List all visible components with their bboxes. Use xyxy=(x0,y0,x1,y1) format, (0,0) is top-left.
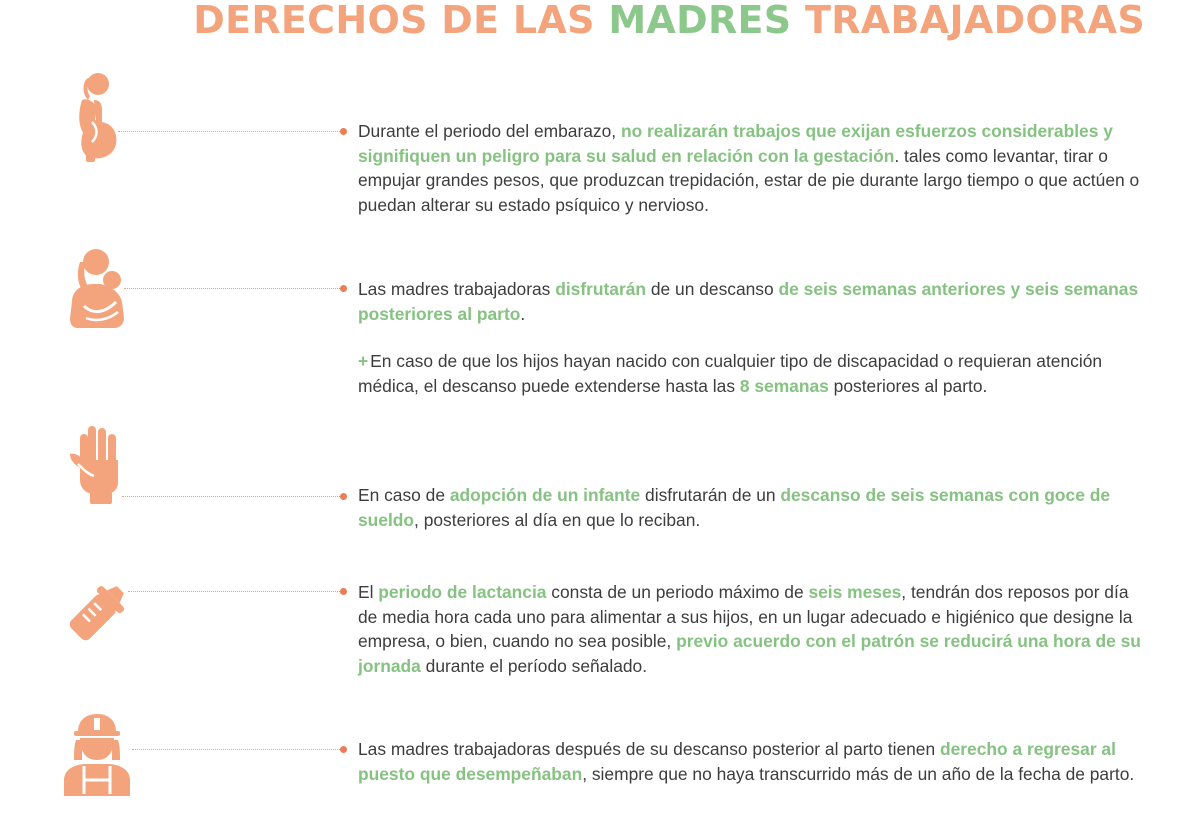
highlight-text: adopción de un infante xyxy=(449,485,641,505)
leader-line xyxy=(124,288,340,289)
baby-bottle-icon xyxy=(62,578,132,648)
plus-marker: + xyxy=(358,351,369,371)
text-segment: Las madres trabajadoras xyxy=(358,279,556,299)
highlight-text: no realizarán trabajos que exijan esfuerzos considerables y signifiquen un peligro para su salud en relación con la gestación xyxy=(358,121,1113,166)
item-text xyxy=(358,737,1148,786)
highlight-text: periodo de lactancia xyxy=(378,582,547,602)
text-segment: . xyxy=(520,303,526,324)
pregnant-woman-icon xyxy=(68,70,124,162)
item-paragraph xyxy=(358,277,1148,326)
highlight-text: derecho a regresar al puesto que desempeñaban xyxy=(358,739,1116,784)
leader-line xyxy=(132,749,340,750)
leader-line xyxy=(118,131,340,132)
text-segment: disfrutarán de un xyxy=(640,485,781,505)
bullet-dot xyxy=(340,588,347,595)
item-text xyxy=(358,580,1148,678)
worker-woman-hardhat-icon xyxy=(62,714,132,796)
text-segment: consta de un periodo máximo de xyxy=(546,582,809,602)
bullet-dot xyxy=(340,285,347,292)
highlight-text: disfrutarán xyxy=(555,279,647,299)
text-segment: En caso de que los hijos hayan nacido con cualquier tipo de discapacidad o requieran atención médica, el descanso puede extenderse hasta las xyxy=(358,351,1103,396)
highlight-text: seis meses xyxy=(808,582,902,602)
text-segment: El xyxy=(358,582,379,602)
highlight-text: de seis semanas anteriores y seis semanas posteriores al parto xyxy=(358,279,1139,324)
bullet-dot xyxy=(340,493,347,500)
item-text xyxy=(358,277,1148,398)
text-segment: posteriores al parto. xyxy=(828,375,988,396)
text-segment: durante el período señalado. xyxy=(420,655,648,676)
title-part-2: MADRES xyxy=(608,0,792,42)
text-segment: Durante el periodo del embarazo, xyxy=(358,121,621,141)
item-text xyxy=(358,483,1148,532)
hand-holding-hand-icon xyxy=(70,424,124,504)
item-paragraph xyxy=(358,483,1148,532)
leader-line xyxy=(128,591,340,592)
item-paragraph xyxy=(358,737,1148,786)
item-text xyxy=(358,119,1148,217)
item-note xyxy=(358,349,1148,398)
text-segment: En caso de xyxy=(358,485,450,505)
item-paragraph xyxy=(358,119,1148,217)
item-paragraph xyxy=(358,580,1148,678)
leader-line xyxy=(122,496,340,497)
text-segment: , posteriores al día en que lo reciban. xyxy=(414,509,701,530)
page-title xyxy=(193,0,1145,40)
text-segment: . tales como levantar, tirar o empujar grandes pesos, que produzcan trepidación, estar de pie durante largo tiempo o que actúen o puedan alterar su estado psíquico y nervioso. xyxy=(358,145,1140,215)
bullet-dot xyxy=(340,746,347,753)
text-segment: Las madres trabajadoras después de su descanso posterior al parto tienen xyxy=(358,739,940,759)
title-part-1: DERECHOS DE LAS xyxy=(193,0,609,42)
text-segment: , siempre que no haya transcurrido más de un año de la fecha de parto. xyxy=(582,763,1135,784)
highlight-text: descanso de seis semanas con goce de sueldo xyxy=(358,485,1110,530)
text-segment: , tendrán dos reposos por día de media hora cada uno para alimentar a sus hijos, en un lugar adecuado e higiénico que designe la empresa, o bien, cuando no sea posible, xyxy=(358,582,1133,651)
text-segment: de un descanso xyxy=(646,279,779,299)
highlight-text: 8 semanas xyxy=(739,375,829,396)
title-part-3: TRABAJADORAS xyxy=(791,0,1145,42)
mother-with-baby-icon xyxy=(66,246,128,328)
highlight-text: previo acuerdo con el patrón se reducirá una hora de su jornada xyxy=(358,631,1141,676)
bullet-dot xyxy=(340,128,347,135)
